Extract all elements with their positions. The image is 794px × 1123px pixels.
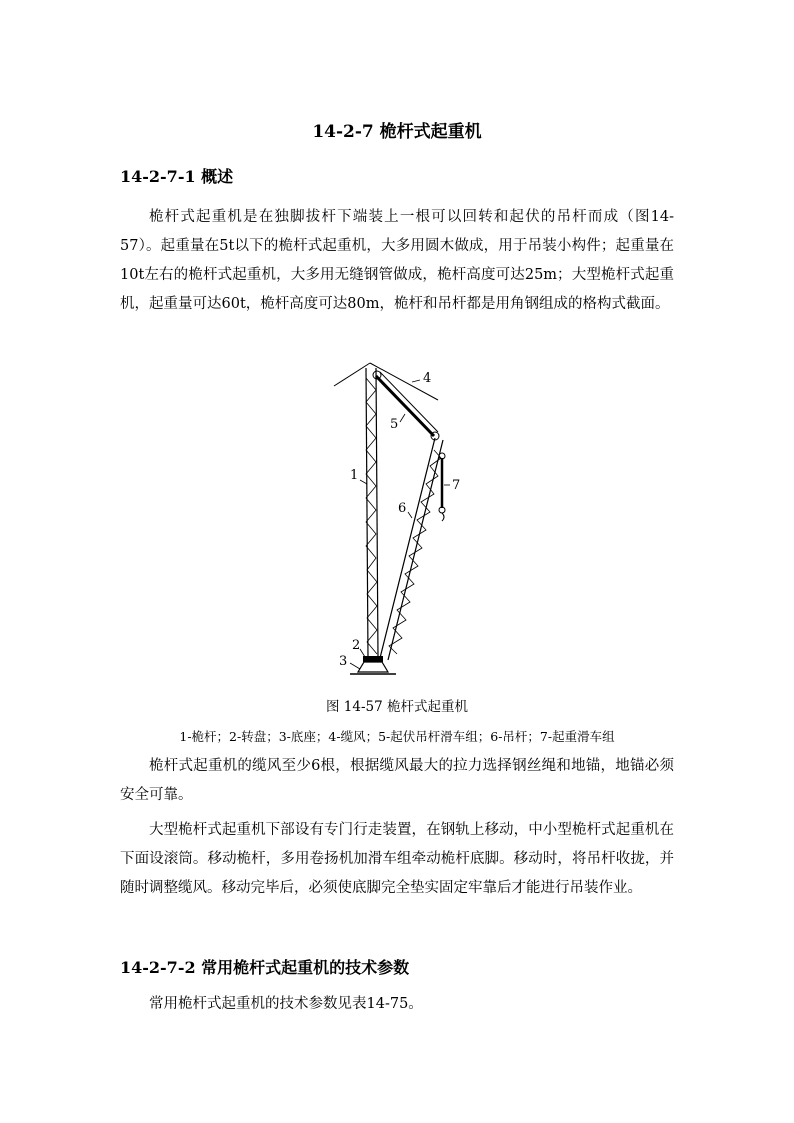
figure-legend: 1-桅杆；2-转盘；3-底座；4-缆风；5-起伏吊杆滑车组；6-吊杆；7-起重滑车组 [179,729,615,744]
figure-label-1: 1 [350,468,359,483]
figure-label-7: 7 [452,478,461,493]
figure-label-3: 3 [339,654,348,669]
crane-figure [330,358,490,678]
page-title: 14-2-7 桅杆式起重机 [312,122,482,142]
overview-paragraph: 桅杆式起重机是在独脚拔杆下端装上一根可以回转和起伏的吊杆而成（图14-57）。起重量在5t以下的桅杆式起重机，大多用圆木做成，用于吊装小构件；起重量在10t左右的桅杆式起重机，大多用无缝钢管做成，桅杆高度可达25m；大型桅杆式起重机，起重量可达60t，桅杆高度可达80m，桅杆和吊杆都是用角钢组成的格构式截面。 [120,209,674,312]
moving-paragraph: 大型桅杆式起重机下部设有专门行走装置，在钢轨上移动，中小型桅杆式起重机在下面设滚筒。移动桅杆，多用卷扬机加滑车组牵动桅杆底脚。移动时，将吊杆收拢，并随时调整缆风。移动完毕后，必须使底脚完全垫实固定牢靠后才能进行吊装作业。 [120,822,674,896]
base [358,662,388,672]
parameters-paragraph: 常用桅杆式起重机的技术参数见表14-75。 [149,996,423,1012]
section-heading-overview: 14-2-7-1 概述 [120,167,234,186]
guy-rope-left [334,363,370,386]
guy-rope-paragraph: 桅杆式起重机的缆风至少6根，根据缆风最大的拉力选择钢丝绳和地锚，地锚必须安全可靠。 [120,758,674,803]
hoisting-pulley-block [439,453,445,521]
figure-label-2: 2 [352,638,361,653]
figure-caption: 图 14-57 桅杆式起重机 [325,699,468,715]
section-heading-parameters: 14-2-7-2 常用桅杆式起重机的技术参数 [120,958,410,977]
figure-label-5: 5 [390,417,399,432]
boom [380,438,443,660]
mast [366,368,378,658]
figure-label-6: 6 [398,501,407,516]
figure-label-4: 4 [423,371,432,386]
turntable [363,656,383,662]
